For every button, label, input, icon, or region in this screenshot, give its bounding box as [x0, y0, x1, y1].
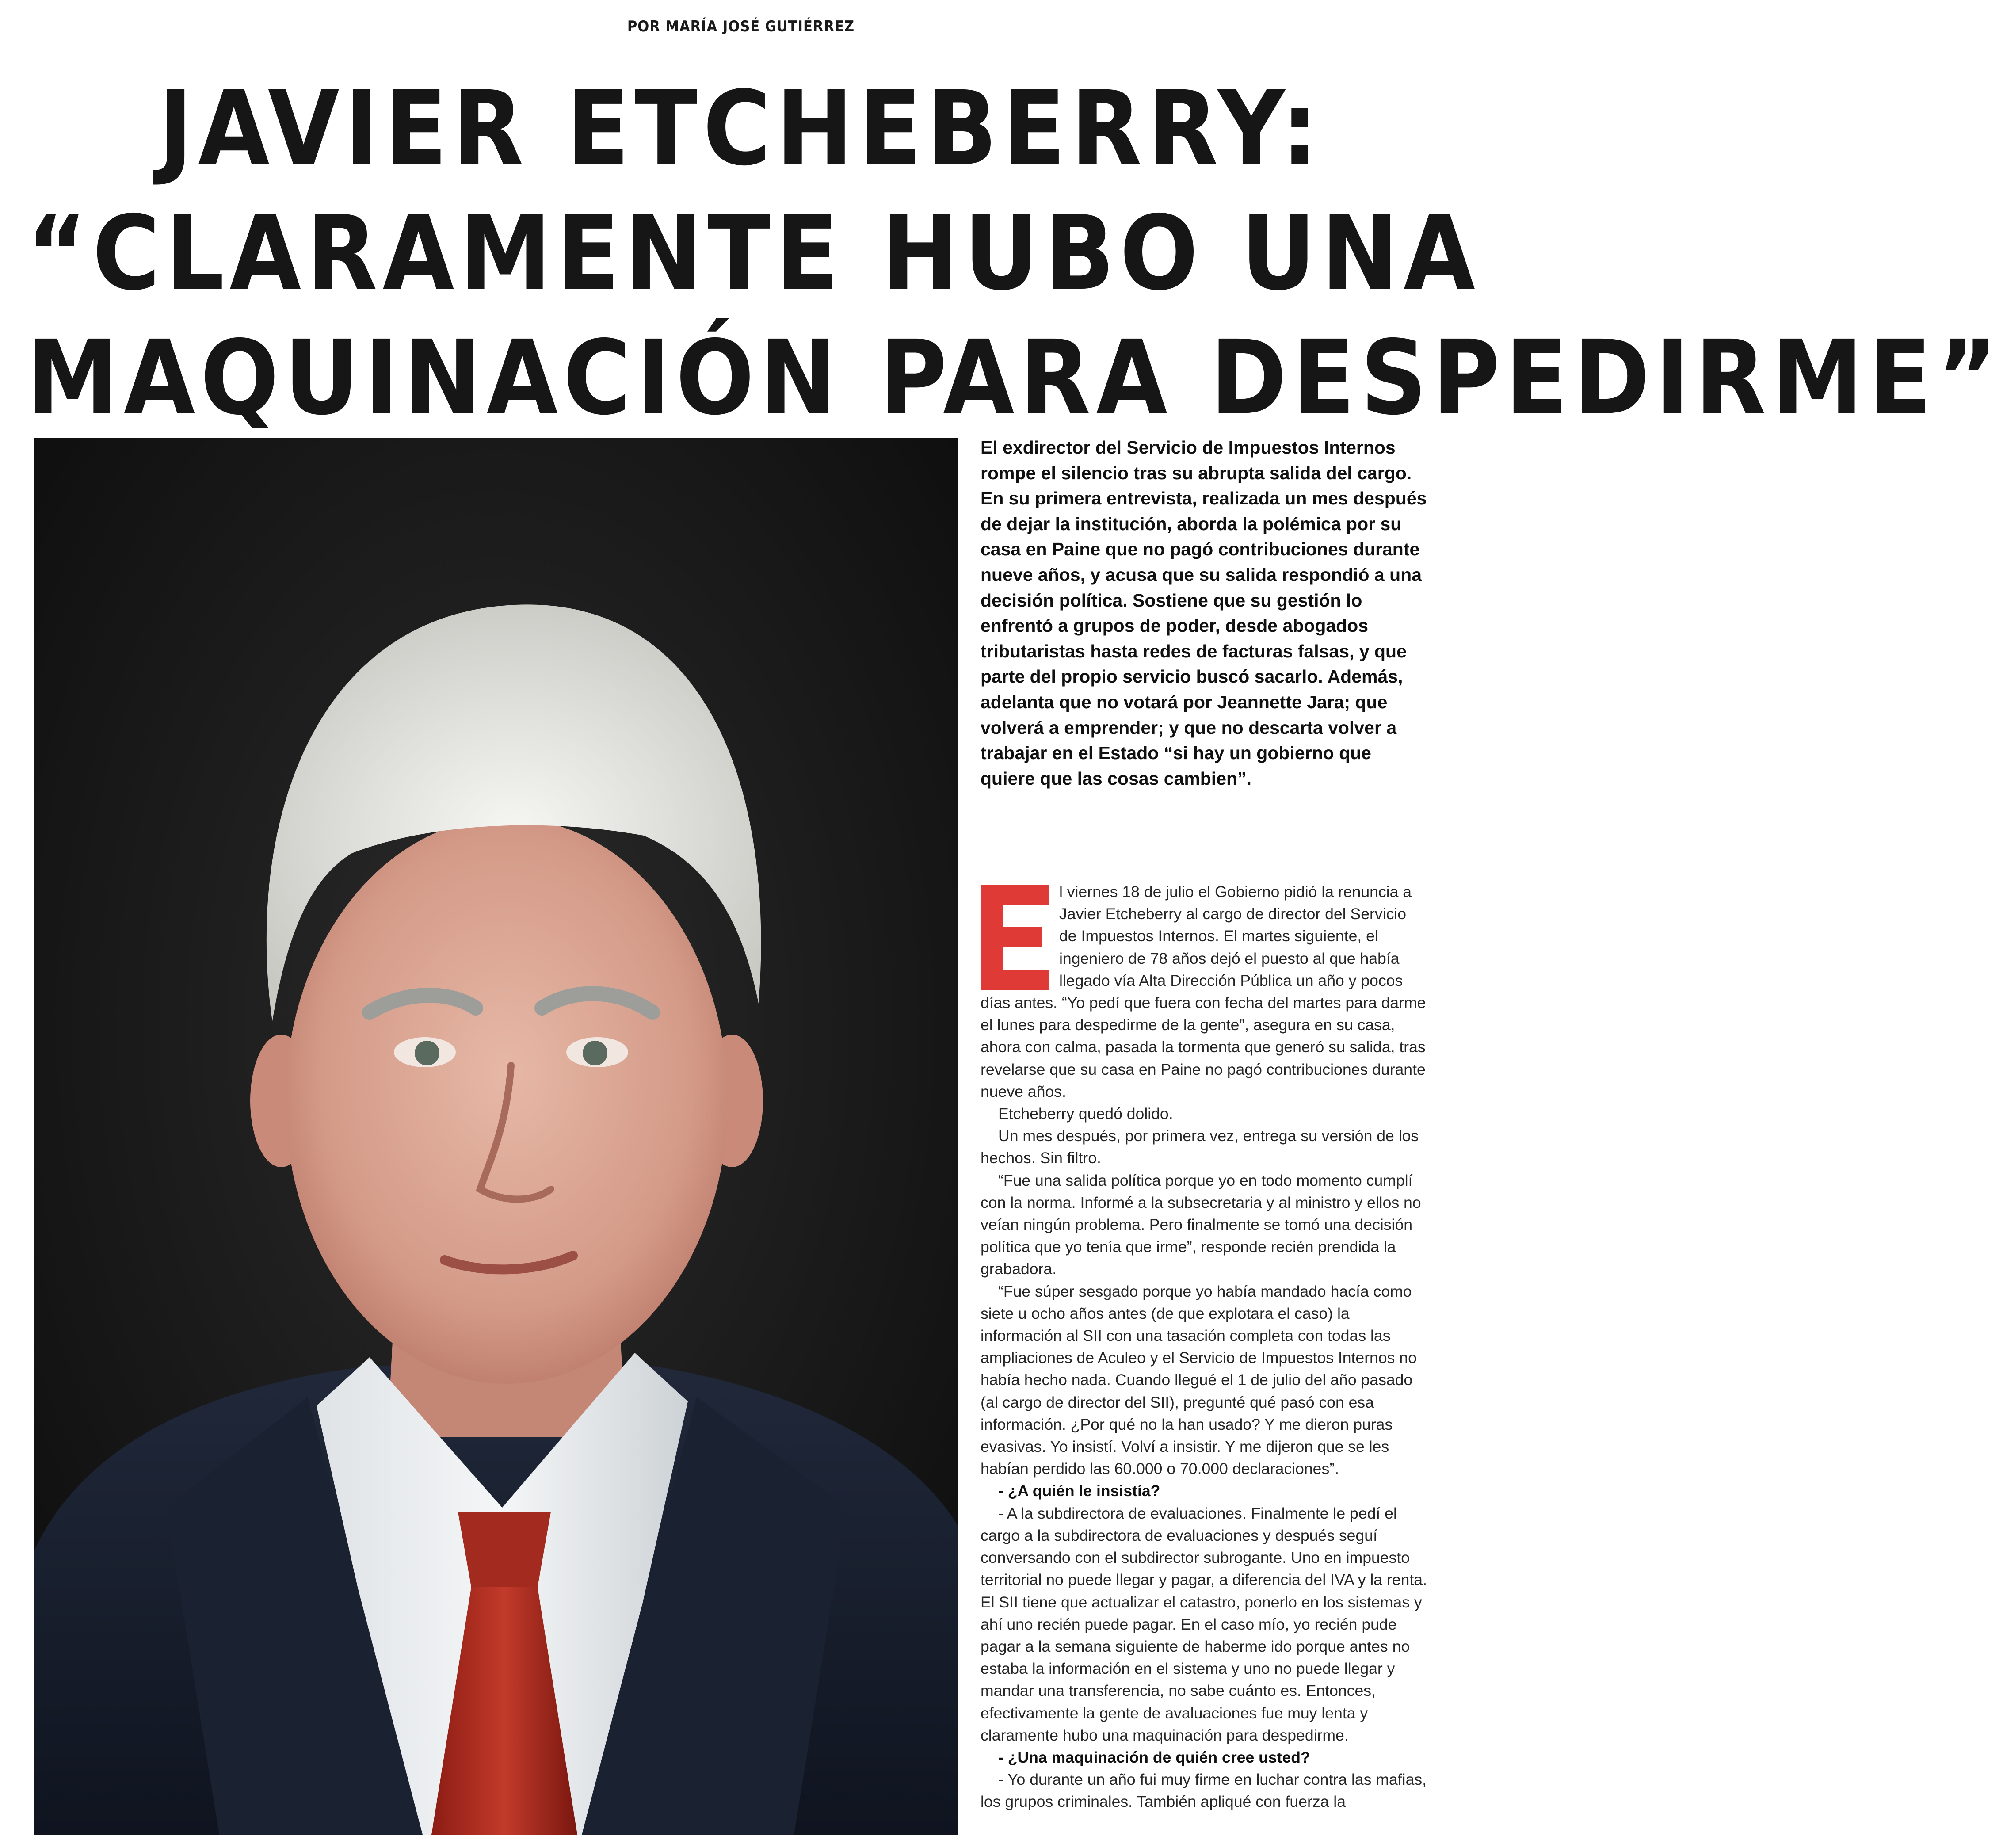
body-paragraph: l viernes 18 de julio el Gobierno pidió la renuncia a Javier Etcheberry al cargo de director del Servicio de Impuestos Internos. El martes siguiente, el ingeniero de 78 años dejó el puesto al que había llegado vía Alta Dirección Pública un año y pocos días antes. “Yo pedí que fuera con fecha del martes para darme el lunes para despedirme de la gente”, asegura en su casa, ahora con calma, pasada la tormenta que generó su salida, tras revelarse que su casa en Paine no pagó contribuciones durante nueve años.	[981, 883, 1426, 1100]
article-body	[981, 881, 1427, 1813]
body-paragraph: “Fue súper sesgado porque yo había mandado hacía como siete u ocho años antes (de que explotara el caso) la información al SII con una tasación completa con todas las ampliaciones de Aculeo y el Servicio de Impuestos Internos no había hecho nada. Cuando llegué el 1 de julio del año pasado (al cargo de director del SII), pregunté qué pasó con esa información. ¿Por qué no la han usado? Y me dieron puras evasivas. Yo insistí. Volví a insistir. Y me dijeron que se les habían perdido las 60.000 o 70.000 declaraciones”.	[981, 1282, 1417, 1478]
headline-line-1: JAVIER ETCHEBERRY:	[158, 69, 1324, 188]
interview-answer: - Yo durante un año fui muy firme en luchar contra las mafias, los grupos criminales. También apliqué con fuerza la	[981, 1771, 1427, 1811]
interview-answer: - A la subdirectora de evaluaciones. Finalmente le pedí el cargo a la subdirectora de evaluaciones y después seguí conversando con el subdirector subrogante. Uno en impuesto territorial no puede llegar y pagar, a diferencia del IVA y la renta. El SII tiene que actualizar el catastro, ponerlo en los sistemas y ahí uno recién puede pagar. En el caso mío, yo recién pude pagar a la semana siguiente de haberme ido porque antes no estaba la información en el sistema y uno no puede llegar y mandar una transferencia, no sabe cuánto es. Entonces, efectivamente la gente de avaluaciones fue muy lenta y claramente hubo una maquinación para despedirme.	[981, 1504, 1427, 1744]
headline	[27, 66, 2003, 440]
interview-question: - ¿A quién le insistía?	[998, 1482, 1160, 1500]
byline: POR MARÍA JOSÉ GUTIÉRREZ	[627, 18, 855, 35]
body-paragraph: Etcheberry quedó dolido.	[998, 1105, 1173, 1123]
portrait-photo	[34, 438, 958, 1835]
dropcap-e	[981, 885, 1049, 990]
headline-line-2: “CLARAMENTE HUBO UNA	[27, 194, 1480, 313]
interview-question: - ¿Una maquinación de quién cree usted?	[998, 1748, 1310, 1766]
lead-paragraph: El exdirector del Servicio de Impuestos Internos rompe el silencio tras su abrupta salida del cargo. En su primera entrevista, realizada un mes después de dejar la institución, aborda la polémica por su casa en Paine que no pagó contribuciones durante nueve años, y acusa que su salida respondió a una decisión política. Sostiene que su gestión lo enfrentó a grupos de poder, desde abogados tributaristas hasta redes de facturas falsas, y que parte del propio servicio buscó sacarlo. Además, adelanta que no votará por Jeannette Jara; que volverá a emprender; y que no descarta volver a trabajar en el Estado “si hay un gobierno que quiere que las cosas cambien”.	[981, 437, 1427, 789]
dropcap	[981, 885, 1049, 990]
portrait-illustration	[34, 438, 958, 1835]
headline-line-3: MAQUINACIÓN PARA DESPEDIRME”	[27, 318, 2003, 438]
body-paragraph: “Fue una salida política porque yo en todo momento cumplí con la norma. Informé a la subsecretaria y al ministro y ellos no veían ningún problema. Pero finalmente se tomó una decisión política que yo tenía que irme”, responde recién prendida la grabadora.	[981, 1171, 1421, 1278]
body-paragraph: Un mes después, por primera vez, entrega su versión de los hechos. Sin filtro.	[981, 1127, 1419, 1167]
